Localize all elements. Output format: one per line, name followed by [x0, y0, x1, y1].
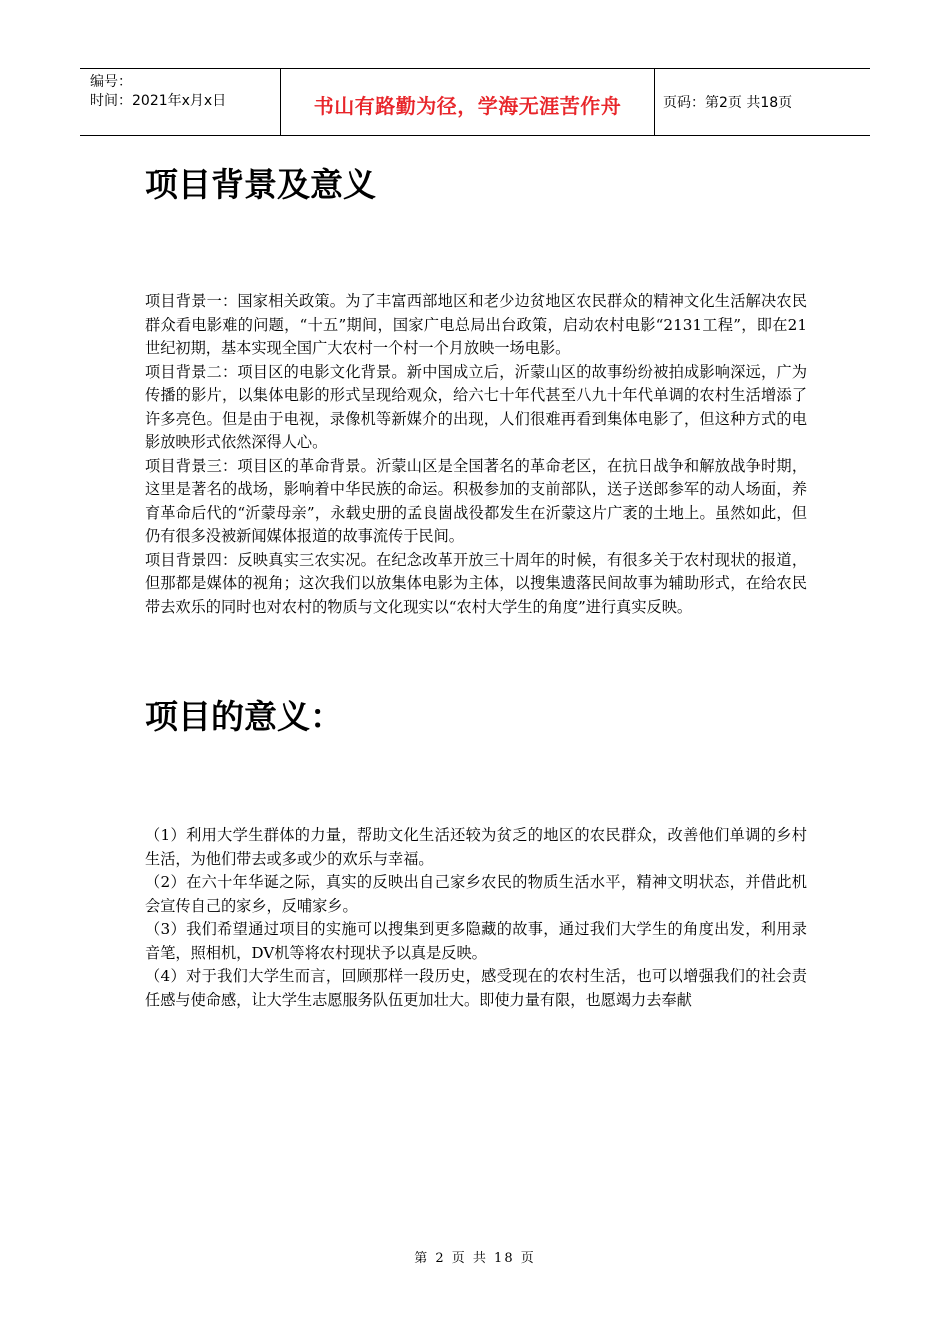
code-label: 编号： — [90, 74, 132, 90]
header-page-info — [655, 69, 870, 135]
paragraph-background-3: 项目背景三：项目区的革命背景。沂蒙山区是全国著名的革命老区，在抗日战争和解放战争时期，这里是著名的战场，影响着中华民族的命运。积极参加的支前部队，送子送郎参军的动人场面，养育革命后代的“沂蒙母亲”，永载史册的孟良崮战役都发生在沂蒙这片广袤的土地上。虽然如此，但仍有很多没被新闻媒体报道的故事流传于民间。 — [145, 456, 807, 545]
header-meta — [80, 69, 281, 135]
page-footer: 第 2 页 共 18 页 — [414, 1251, 536, 1266]
motto-text: 书山有路勤为径，学海无涯苦作舟 — [313, 93, 622, 118]
paragraph-significance-3: （3）我们希望通过项目的实施可以搜集到更多隐藏的故事，通过我们大学生的角度出发，利用录音笔，照相机，DV机等将农村现状予以真是反映。 — [145, 920, 807, 962]
section-title-background: 项目背景及意义 — [145, 165, 376, 204]
section-background-body — [145, 290, 807, 619]
paragraph-background-4: 项目背景四：反映真实三农实况。在纪念改革开放三十周年的时候，有很多关于农村现状的报道，但那都是媒体的视角；这次我们以放集体电影为主体，以搜集遗落民间故事为辅助形式，在给农民带去欢乐的同时也对农村的物质与文化现实以“农村大学生的角度”进行真实反映。 — [145, 550, 807, 616]
date-line: 时间：2021年x月x日 — [90, 93, 227, 109]
paragraph-significance-4: （4）对于我们大学生而言，回顾那样一段历史，感受现在的农村生活，也可以增强我们的社会责任感与使命感，让大学生志愿服务队伍更加壮大。即使力量有限，也愿竭力去奉献 — [145, 967, 807, 1009]
paragraph-background-2: 项目背景二：项目区的电影文化背景。新中国成立后，沂蒙山区的故事纷纷被拍成影响深远，广为传播的影片，以集体电影的形式呈现给观众，给六七十年代甚至八九十年代单调的农村生活增添了许多亮色。但是由于电视，录像机等新媒介的出现，人们很难再看到集体电影了，但这种方式的电影放映形式依然深得人心。 — [145, 362, 807, 451]
paragraph-background-1: 项目背景一：国家相关政策。为了丰富西部地区和老少边贫地区农民群众的精神文化生活解决农民群众看电影难的问题，“十五”期间，国家广电总局出台政策，启动农村电影“2131工程”，即在21世纪初期，基本实现全国广大农村一个村一个月放映一场电影。 — [145, 292, 807, 357]
section-title-significance: 项目的意义： — [145, 697, 343, 736]
section-significance-body — [145, 824, 807, 1012]
page-header — [80, 68, 870, 136]
page-info-text: 页码：第2页 共18页 — [663, 95, 793, 111]
paragraph-significance-2: （2）在六十年华诞之际，真实的反映出自己家乡农民的物质生活水平，精神文明状态，并借此机会宣传自己的家乡，反哺家乡。 — [145, 873, 807, 915]
paragraph-significance-1: （1）利用大学生群体的力量，帮助文化生活还较为贫乏的地区的农民群众，改善他们单调的乡村生活，为他们带去或多或少的欢乐与幸福。 — [145, 826, 807, 868]
header-motto-cell — [281, 69, 655, 135]
